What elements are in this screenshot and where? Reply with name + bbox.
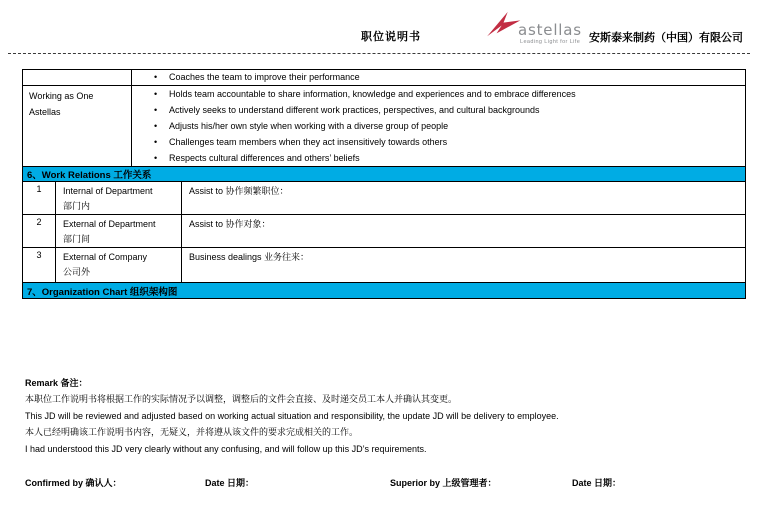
relation-scope-cell: [56, 215, 182, 247]
competency-label-cell: [23, 70, 132, 85]
table-row: [23, 70, 745, 86]
bullet-item: • Adjusts his/her own style when working with a diverse group of people: [132, 118, 745, 134]
bullet-icon: •: [154, 105, 158, 115]
remark-line: 本人已经明确该工作说明书内容，无疑义，并将遵从该文件的要求完成相关的工作。: [25, 427, 359, 438]
bullet-item: • Challenges team members when they act insensitively towards others: [132, 134, 745, 150]
bullet-icon: •: [154, 89, 158, 99]
competency-bullets-cell: [132, 86, 745, 166]
header-dashed-divider: [8, 53, 750, 54]
relation-content-cell: Business dealings 业务往来：: [189, 252, 310, 262]
remark-line: I had understood this JD very clearly without any confusing, and will follow up this JD’s requirements.: [25, 443, 427, 454]
remark-title: Remark 备注：: [25, 378, 88, 388]
relation-number-cell: 1: [23, 182, 56, 214]
table-row: [23, 86, 745, 167]
bullet-icon: •: [154, 72, 158, 82]
relation-scope-cell: [56, 248, 182, 282]
competency-label-cell: Working as One Astellas: [23, 86, 132, 166]
confirmed-by-label: Confirmed by 确认人：: [25, 478, 122, 488]
bullet-icon: •: [154, 137, 158, 147]
relation-scope-en: External of Company: [63, 252, 148, 262]
bullet-item: • Actively seeks to understand different work practices, perspectives, and cultural backgrounds: [132, 102, 745, 118]
relation-number-cell: 3: [23, 248, 56, 282]
relation-scope-en: External of Department: [63, 219, 156, 229]
doc-title: 职位说明书: [361, 31, 421, 43]
relation-content-cell: Assist to 协作频繁职位：: [189, 186, 289, 196]
table-row: [23, 215, 745, 248]
relation-scope-cn: 公司外: [63, 267, 91, 277]
competency-bullets-cell: [132, 70, 745, 85]
remark-line: 本职位工作说明书将根据工作的实际情况予以调整，调整后的文件会直接、及时递交员工本人并确认其变更。: [25, 394, 458, 405]
astellas-star-icon: [487, 11, 521, 44]
relation-number-cell: 2: [23, 215, 56, 247]
date-label: Date 日期：: [205, 478, 255, 488]
relation-content-cell: Assist to 协作对象：: [189, 219, 271, 229]
section-header-work-relations: 6、Work Relations 工作关系: [23, 167, 745, 182]
table-row: [23, 182, 745, 215]
bullet-icon: •: [154, 153, 158, 163]
logo-brand-text: astellas: [518, 21, 582, 39]
bullet-item: • Holds team accountable to share information, knowledge and experiences and to embrace differences: [132, 86, 745, 102]
logo-tagline-text: Leading Light for Life: [520, 39, 581, 45]
jd-table: [22, 69, 746, 299]
astellas-logo: [487, 9, 587, 51]
relation-scope-cell: [56, 182, 182, 214]
remark-block: [25, 375, 740, 457]
section-header-organization-chart: 7、Organization Chart 组织架构图: [23, 283, 745, 298]
bullet-item: • Respects cultural differences and others’ beliefs: [132, 150, 745, 166]
relation-scope-cn: 部门间: [63, 234, 91, 244]
bullet-icon: •: [154, 121, 158, 131]
relation-scope-en: Internal of Department: [63, 186, 153, 196]
superior-by-label: Superior by 上级管理者：: [390, 478, 497, 488]
remark-line: This JD will be reviewed and adjusted based on working actual situation and responsibility, the update JD will be delivery to employee.: [25, 410, 559, 421]
date-label: Date 日期：: [572, 478, 622, 488]
table-row: [23, 248, 745, 283]
company-name: 安斯泰来制药（中国）有限公司: [589, 32, 743, 44]
relation-scope-cn: 部门内: [63, 201, 91, 211]
bullet-item: • Coaches the team to improve their performance: [132, 70, 745, 85]
